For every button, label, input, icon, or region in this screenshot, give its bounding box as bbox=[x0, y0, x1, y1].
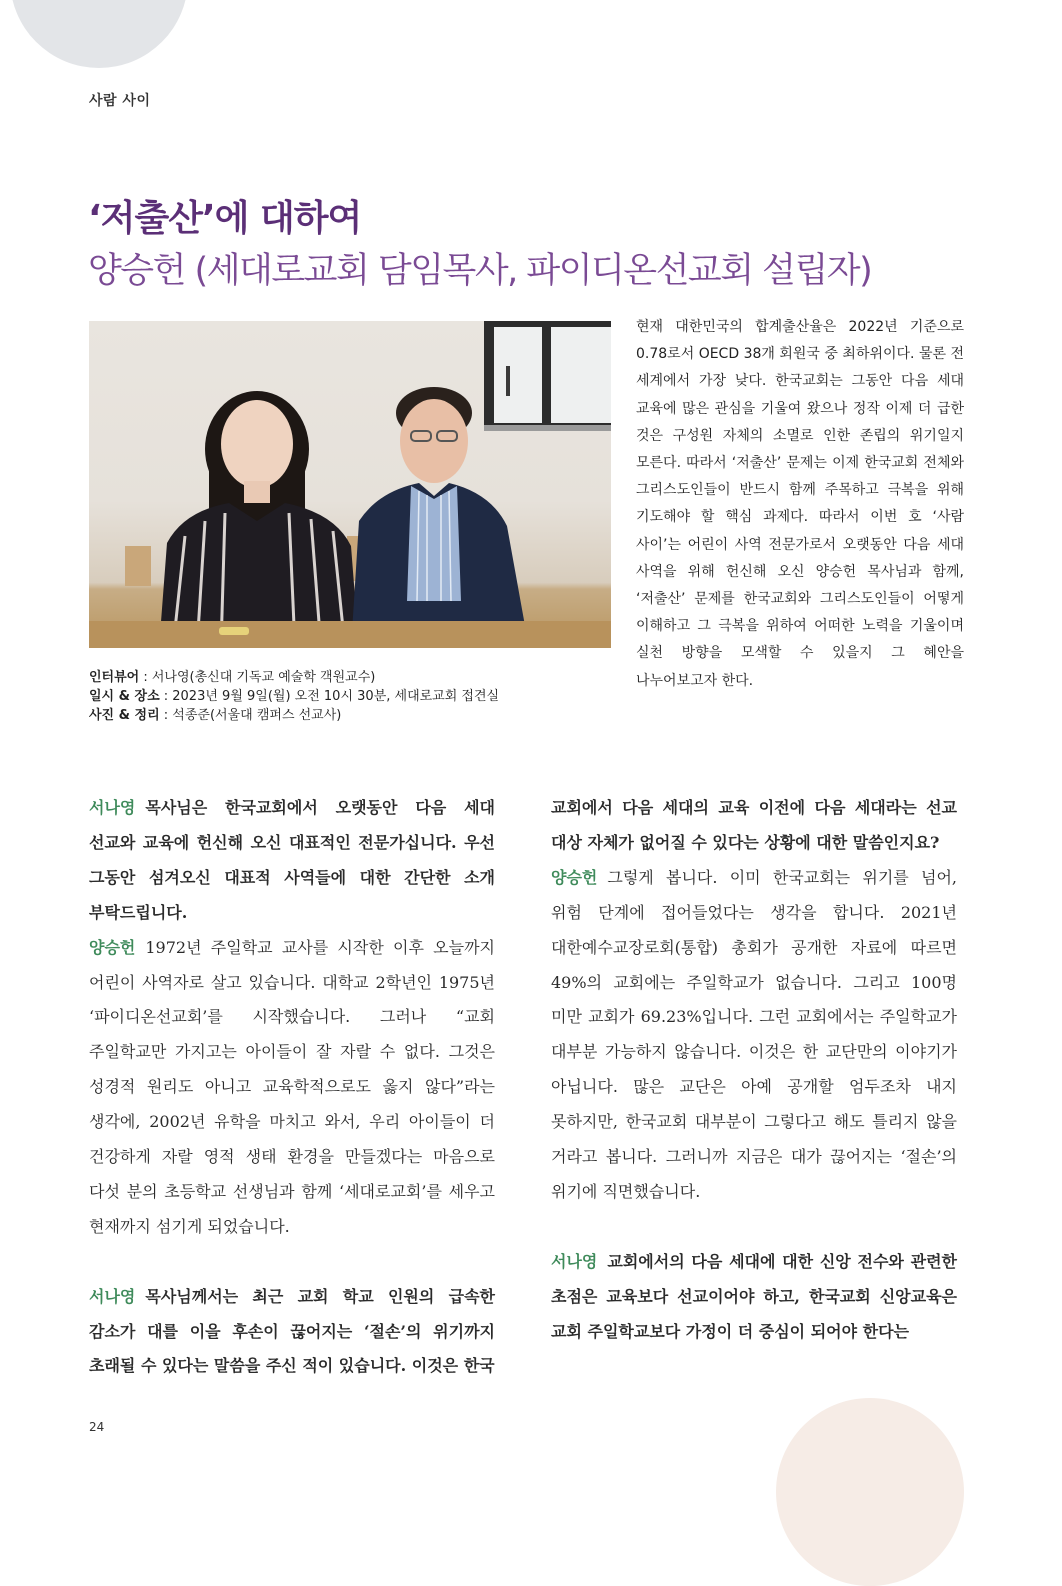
speaker-interviewee: 양승헌 bbox=[551, 867, 598, 887]
credit-label: 일시 & 장소 bbox=[89, 689, 160, 704]
credit-value: : 석종준(서울대 캠퍼스 선교사) bbox=[159, 708, 342, 723]
interview-credits bbox=[89, 668, 499, 725]
credit-photo-editor bbox=[89, 706, 499, 725]
interview-photo bbox=[89, 321, 611, 648]
credit-interviewer bbox=[89, 668, 499, 687]
question-text: 목사님은 한국교회에서 오랫동안 다음 세대 선교와 교육에 헌신해 오신 대표적인 전문가십니다. 우선 그동안 섬겨오신 대표적 사역들에 대한 간단한 소개 부탁드립니다. bbox=[89, 798, 495, 922]
credit-datetime-place bbox=[89, 687, 499, 706]
page-number: 24 bbox=[89, 1420, 105, 1434]
credit-label: 인터뷰어 bbox=[89, 670, 140, 685]
question-paragraph bbox=[89, 1280, 495, 1385]
credit-value: : 2023년 9월 9일(월) 오전 10시 30분, 세대로교회 접견실 bbox=[159, 689, 500, 704]
article-subtitle: 양승헌 (세대로교회 담임목사, 파이디온선교회 설립자) bbox=[88, 251, 872, 291]
question-text: 목사님께서는 최근 교회 학교 인원의 급속한 감소가 대를 이을 후손이 끊어지는 ‘절손’의 위기까지 초래될 수 있다는 말씀을 주신 적이 있습니다. 이것은 한국 bbox=[89, 1286, 495, 1376]
question-paragraph bbox=[551, 1245, 957, 1350]
question-paragraph bbox=[89, 791, 495, 931]
credit-value: : 서나영(총신대 기독교 예술학 객원교수) bbox=[139, 670, 376, 685]
decorative-circle-top bbox=[10, 0, 188, 68]
intro-paragraph: 현재 대한민국의 합계출산율은 2022년 기준으로 0.78로서 OECD 38개 회원국 중 최하위이다. 물론 전 세계에서 가장 낮다. 한국교회는 그동안 다음 세대 교육에 많은 관심을 기울여 왔으나 정작 이제 더 급한 것은 구성원 자체의 소멸로 인한 존립의 위기일지 모른다. 따라서 ‘저출산’ 문제는 이제 한국교회 전체와 그리스도인들이 반드시 함께 주목하고 극복을 위해 기도해야 할 핵심 과제다. 따라서 이번 호 ‘사람 사이’는 어린이 사역 전문가로서 오랫동안 다음 세대 사역을 위해 헌신해 오신 양승헌 목사님과 함께, ‘저출산’ 문제를 한국교회와 그리스도인들이 어떻게 이해하고 그 극복을 위하여 어떠한 노력을 기울이며 실천 방향을 모색할 수 있을지 그 혜안을 나누어보고자 한다. bbox=[636, 319, 964, 689]
section-label: 사람 사이 bbox=[89, 93, 151, 109]
body-column-left bbox=[89, 791, 495, 1384]
question-text: 교회에서의 다음 세대에 대한 신앙 전수와 관련한 초점은 교육보다 선교이어야 하고, 한국교회 신앙교육은 교회 주일학교보다 가정이 더 중심이 되어야 한다는 bbox=[551, 1251, 957, 1341]
decorative-circle-bottom bbox=[776, 1398, 964, 1586]
answer-text: 1972년 주일학교 교사를 시작한 이후 오늘까지 어린이 사역자로 살고 있습니다. 대학교 2학년인 1975년 ‘파이디온선교회’를 시작했습니다. 그러나 “교회 주일학교만 가지고는 아이들이 잘 자랄 수 없다. 그것은 성경적 원리도 아니고 교육학적으로도 옳지 않다”라는 생각에, 2002년 유학을 마치고 와서, 우리 아이들이 더 건강하게 자랄 영적 생태 환경을 만들겠다는 마음으로 다섯 분의 초등학교 선생님과 함께 ‘세대로교회’를 세우고 현재까지 섬기게 되었습니다. bbox=[89, 937, 495, 1236]
answer-paragraph bbox=[89, 931, 495, 1245]
speaker-interviewer: 서나영 bbox=[89, 798, 136, 817]
answer-text: 그렇게 봅니다. 이미 한국교회는 위기를 넘어, 위험 단계에 접어들었다는 생각을 합니다. 2021년 대한예수교장로회(통합) 총회가 공개한 자료에 따르면 49%의 교회에는 주일학교가 없습니다. 그리고 100명 미만 교회가 69.23%입니다. 그런 교회에서는 주일학교가 대부분 가능하지 않습니다. 이것은 한 교단만의 이야기가 아닙니다. 많은 교단은 아예 공개할 엄두조차 내지 못하지만, 한국교회 대부분이 그렇다고 해도 틀리지 않을 거라고 봅니다. 그러니까 지금은 대가 끊어지는 ‘절손’의 위기에 직면했습니다. bbox=[551, 867, 957, 1201]
body-column-right bbox=[551, 791, 957, 1349]
credit-label: 사진 & 정리 bbox=[89, 708, 160, 723]
speaker-interviewer: 서나영 bbox=[89, 1286, 136, 1306]
question-continuation: 교회에서 다음 세대의 교육 이전에 다음 세대라는 선교 대상 자체가 없어질 수 있다는 상황에 대한 말씀인지요? bbox=[551, 798, 957, 852]
speaker-interviewer: 서나영 bbox=[551, 1251, 598, 1271]
answer-paragraph bbox=[551, 861, 957, 1210]
article-title: ‘저출산’에 대하여 bbox=[88, 198, 362, 239]
speaker-interviewee: 양승헌 bbox=[89, 937, 136, 957]
